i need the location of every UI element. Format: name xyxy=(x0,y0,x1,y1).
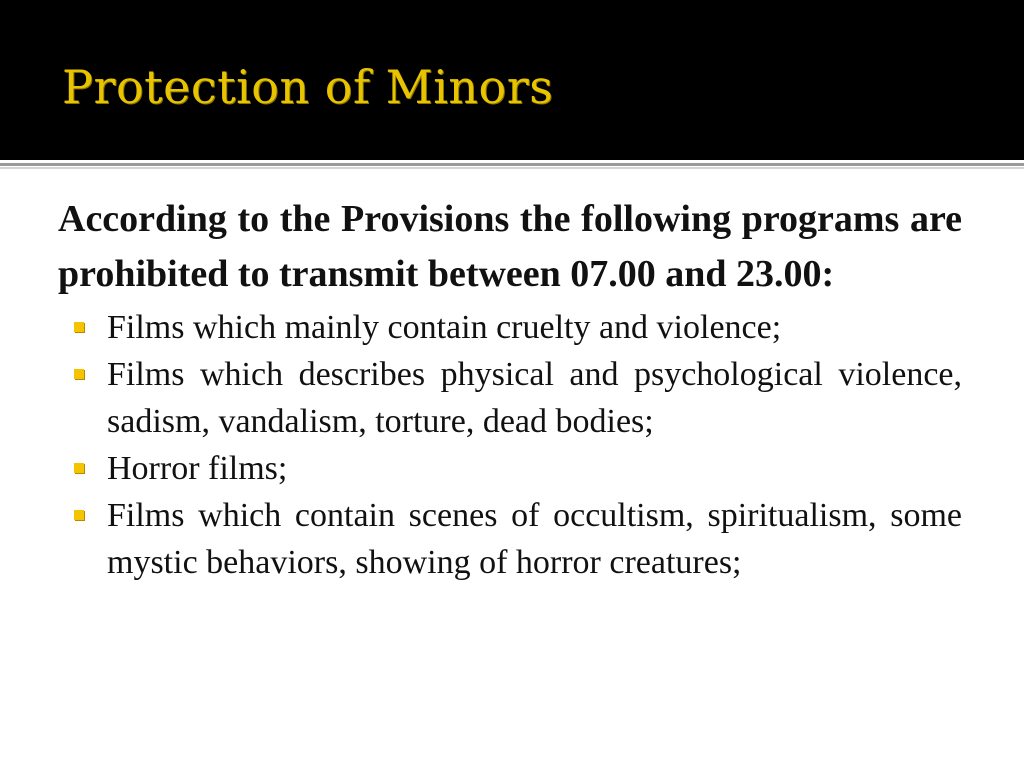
intro-paragraph: According to the Provisions the following programs are prohibited to transmit between 07.00 and 23.00: xyxy=(58,198,962,295)
bullet-item-violence xyxy=(58,351,962,445)
bullet-text: Films which mainly contain cruelty and violence; xyxy=(107,309,782,346)
divider-line-light xyxy=(0,167,1024,169)
square-bullet-icon xyxy=(74,510,84,520)
bullet-item-occultism xyxy=(58,492,962,586)
bullet-list xyxy=(58,304,962,586)
bullet-item-horror xyxy=(58,445,962,492)
square-bullet-icon xyxy=(74,322,84,332)
slide-title: Protection of Minors xyxy=(62,60,554,114)
bullet-text: Horror films; xyxy=(107,450,288,487)
bullet-item-cruelty xyxy=(58,304,962,351)
bullet-text: Films which describes physical and psychological violence, sadism, vandalism, torture, dead bodies; xyxy=(107,356,962,440)
slide-body xyxy=(58,192,962,586)
bullet-text: Films which contain scenes of occultism, spiritualism, some mystic behaviors, showing of horror creatures; xyxy=(107,497,962,581)
divider-line xyxy=(0,163,1024,166)
title-bar xyxy=(0,0,1024,160)
square-bullet-icon xyxy=(74,463,84,473)
square-bullet-icon xyxy=(74,369,84,379)
